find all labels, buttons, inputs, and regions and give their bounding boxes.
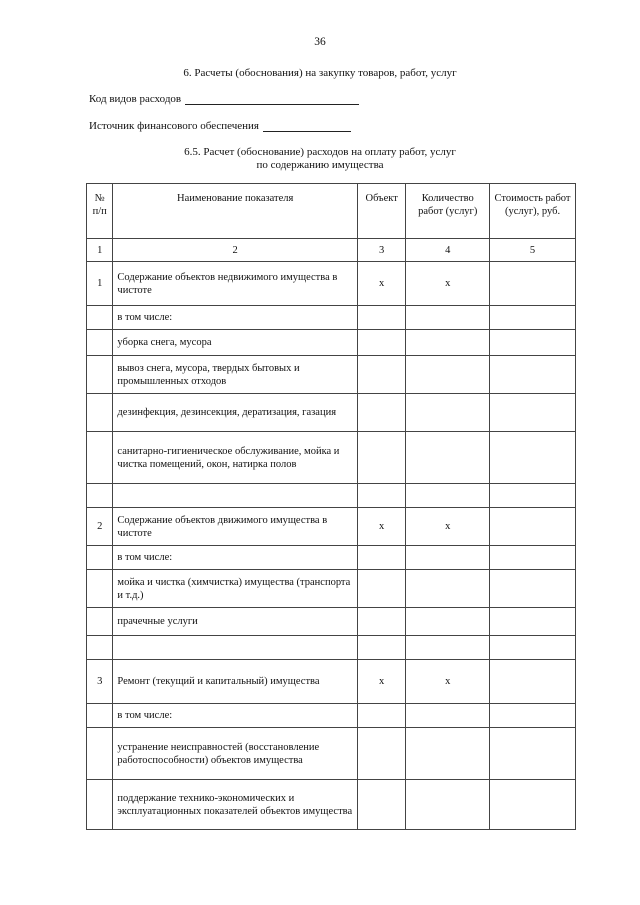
row-name-cell: Содержание объектов движимого имущества в чистоте <box>113 508 358 546</box>
funding-source-label: Источник финансового обеспечения <box>89 120 259 132</box>
table-row <box>87 262 576 306</box>
row-num-cell <box>87 484 113 508</box>
calculation-table <box>86 183 576 830</box>
expense-code-field <box>89 93 359 105</box>
table-row <box>87 356 576 394</box>
row-name-cell: устранение неисправностей (восстановление работоспособности) объектов имущества <box>113 728 358 780</box>
row-object-cell: х <box>357 660 405 704</box>
row-cost-cell <box>490 570 576 608</box>
row-object-cell <box>357 394 405 432</box>
row-num-cell <box>87 330 113 356</box>
index-cell: 3 <box>357 239 405 262</box>
row-name-cell: Содержание объектов недвижимого имущества в чистоте <box>113 262 358 306</box>
row-cost-cell <box>490 608 576 636</box>
row-object-cell <box>357 570 405 608</box>
row-cost-cell <box>490 306 576 330</box>
row-quantity-cell <box>406 546 490 570</box>
row-object-cell: х <box>357 262 405 306</box>
row-quantity-cell <box>406 728 490 780</box>
row-cost-cell <box>490 728 576 780</box>
table-row <box>87 306 576 330</box>
row-name-cell: санитарно-гигиеническое обслуживание, мойка и чистка помещений, окон, натирка полов <box>113 432 358 484</box>
subsection-title-line-2: по содержанию имущества <box>256 159 384 171</box>
row-cost-cell <box>490 508 576 546</box>
table-row <box>87 636 576 660</box>
row-object-cell <box>357 780 405 830</box>
row-quantity-cell <box>406 704 490 728</box>
row-name-cell: прачечные услуги <box>113 608 358 636</box>
row-name-cell: в том числе: <box>113 546 358 570</box>
table-row <box>87 728 576 780</box>
row-object-cell: х <box>357 508 405 546</box>
row-quantity-cell <box>406 780 490 830</box>
row-quantity-cell <box>406 608 490 636</box>
table-row <box>87 660 576 704</box>
row-object-cell <box>357 728 405 780</box>
row-num-cell <box>87 704 113 728</box>
row-object-cell <box>357 636 405 660</box>
row-name-cell: мойка и чистка (химчистка) имущества (транспорта и т.д.) <box>113 570 358 608</box>
subsection-title <box>0 146 640 172</box>
index-cell: 2 <box>113 239 358 262</box>
header-cost: Стоимость работ (услуг), руб. <box>490 184 576 239</box>
table-row <box>87 394 576 432</box>
expense-code-label: Код видов расходов <box>89 93 182 105</box>
section-title: 6. Расчеты (обоснования) на закупку товаров, работ, услуг <box>183 67 457 79</box>
header-row <box>87 184 576 239</box>
row-cost-cell <box>490 262 576 306</box>
row-cost-cell <box>490 780 576 830</box>
row-quantity-cell <box>406 432 490 484</box>
table-row <box>87 704 576 728</box>
row-num-cell <box>87 356 113 394</box>
row-num-cell: 1 <box>87 262 113 306</box>
row-name-cell: в том числе: <box>113 704 358 728</box>
row-name-cell: поддержание технико-экономических и эксплуатационных показателей объектов имущества <box>113 780 358 830</box>
header-name: Наименование показателя <box>113 184 358 239</box>
index-cell: 4 <box>406 239 490 262</box>
table-row <box>87 570 576 608</box>
row-object-cell <box>357 356 405 394</box>
subsection-title-line-1: 6.5. Расчет (обоснование) расходов на оплату работ, услуг <box>184 146 456 158</box>
row-name-cell: в том числе: <box>113 306 358 330</box>
row-object-cell <box>357 546 405 570</box>
header-quantity: Количество работ (услуг) <box>406 184 490 239</box>
row-num-cell <box>87 432 113 484</box>
row-quantity-cell <box>406 330 490 356</box>
table-row <box>87 484 576 508</box>
row-num-cell <box>87 728 113 780</box>
row-object-cell <box>357 432 405 484</box>
row-num-cell <box>87 608 113 636</box>
row-cost-cell <box>490 394 576 432</box>
table-row <box>87 432 576 484</box>
row-cost-cell <box>490 432 576 484</box>
row-object-cell <box>357 330 405 356</box>
table-row <box>87 780 576 830</box>
row-cost-cell <box>490 356 576 394</box>
header-object: Объект <box>357 184 405 239</box>
row-quantity-cell <box>406 484 490 508</box>
table-row <box>87 508 576 546</box>
row-num-cell <box>87 394 113 432</box>
index-cell: 1 <box>87 239 113 262</box>
funding-source-blank <box>263 121 351 132</box>
row-num-cell: 3 <box>87 660 113 704</box>
row-cost-cell <box>490 546 576 570</box>
expense-code-blank <box>185 94 359 105</box>
row-quantity-cell <box>406 636 490 660</box>
table-row <box>87 330 576 356</box>
row-name-cell <box>113 484 358 508</box>
row-object-cell <box>357 306 405 330</box>
row-quantity-cell <box>406 394 490 432</box>
row-quantity-cell <box>406 570 490 608</box>
funding-source-field <box>89 120 351 132</box>
row-quantity-cell: х <box>406 508 490 546</box>
row-name-cell <box>113 636 358 660</box>
table-body <box>87 239 576 830</box>
row-quantity-cell <box>406 356 490 394</box>
row-name-cell: дезинфекция, дезинсекция, дератизация, газация <box>113 394 358 432</box>
row-cost-cell <box>490 484 576 508</box>
index-row <box>87 239 576 262</box>
row-quantity-cell: х <box>406 262 490 306</box>
row-cost-cell <box>490 704 576 728</box>
page-number: 36 <box>314 36 326 48</box>
header-num: № п/п <box>87 184 113 239</box>
row-object-cell <box>357 608 405 636</box>
row-cost-cell <box>490 660 576 704</box>
row-name-cell: уборка снега, мусора <box>113 330 358 356</box>
row-object-cell <box>357 704 405 728</box>
row-num-cell <box>87 636 113 660</box>
row-object-cell <box>357 484 405 508</box>
row-num-cell <box>87 570 113 608</box>
index-cell: 5 <box>490 239 576 262</box>
row-name-cell: Ремонт (текущий и капитальный) имущества <box>113 660 358 704</box>
row-cost-cell <box>490 330 576 356</box>
table-row <box>87 608 576 636</box>
row-num-cell: 2 <box>87 508 113 546</box>
row-quantity-cell <box>406 306 490 330</box>
row-num-cell <box>87 780 113 830</box>
row-name-cell: вывоз снега, мусора, твердых бытовых и промышленных отходов <box>113 356 358 394</box>
table-row <box>87 546 576 570</box>
row-quantity-cell: х <box>406 660 490 704</box>
row-cost-cell <box>490 636 576 660</box>
row-num-cell <box>87 546 113 570</box>
row-num-cell <box>87 306 113 330</box>
